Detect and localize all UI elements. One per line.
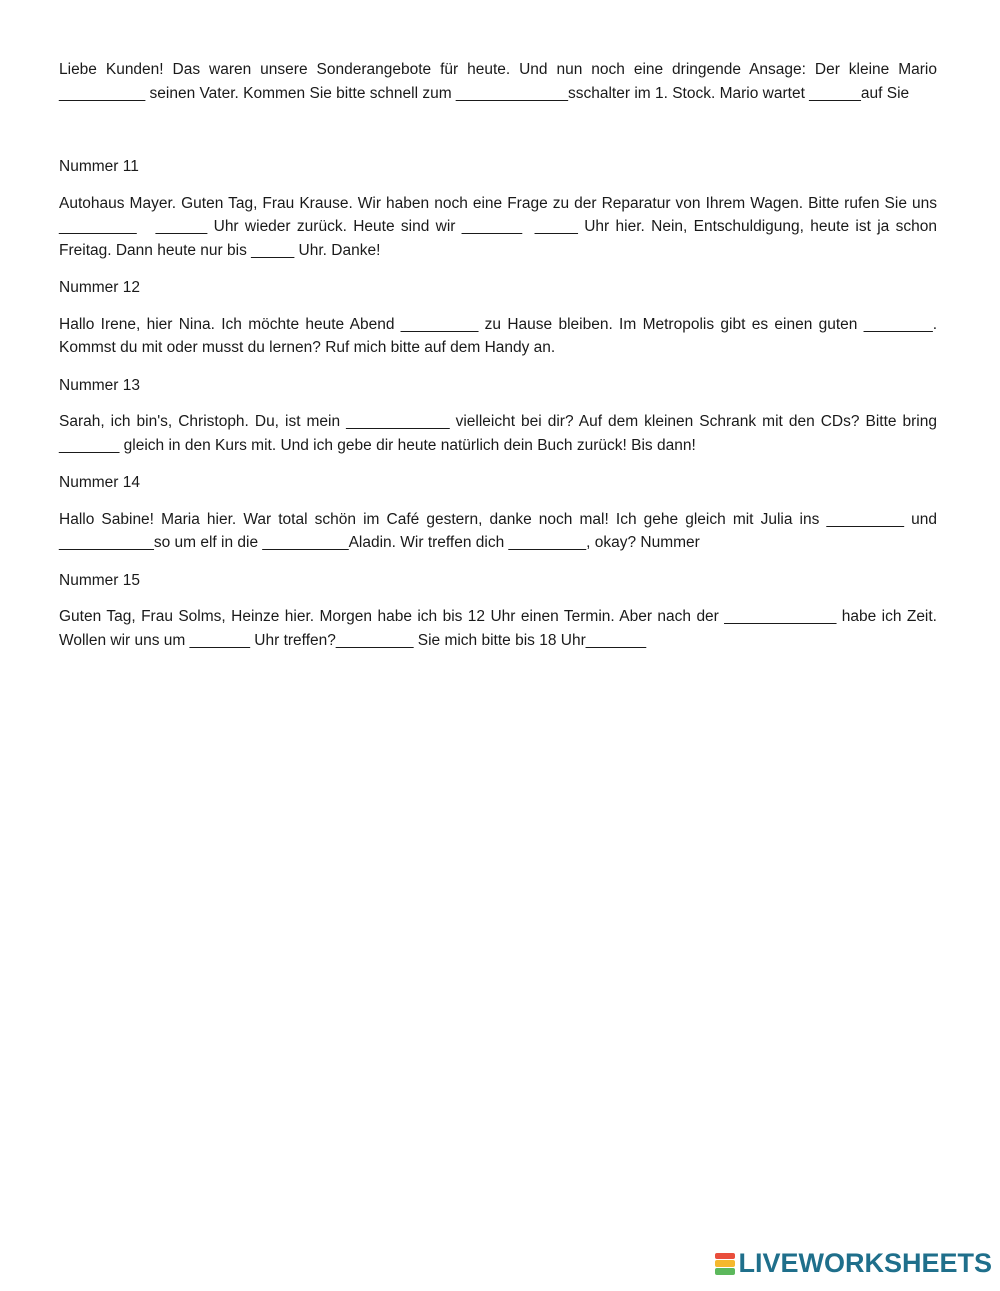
item-text: Autohaus Mayer. Guten Tag, Frau Krause. Wir haben noch eine Frage zu der Reparatur von Ihrem Wagen. Bitte rufen Sie uns _________ ______ Uhr wieder zurück. Heute sind wir _______ _____ Uhr hier. Nein, Entschuldigung, heute ist ja schon Freitag. Dann heute nur bis _____ Uhr. Danke! xyxy=(59,194,942,259)
item-12 xyxy=(59,276,942,360)
item-label: Nummer 11 xyxy=(59,158,139,175)
liveworksheets-logo-icon xyxy=(715,1253,735,1275)
item-label: Nummer 13 xyxy=(59,376,140,394)
item-14 xyxy=(59,471,942,555)
item-label: Nummer 14 xyxy=(59,474,140,491)
item-13 xyxy=(59,374,942,458)
item-text: Guten Tag, Frau Solms, Heinze hier. Morgen habe ich bis 12 Uhr einen Termin. Aber nach der _____________ habe ich Zeit. Wollen wir uns um _______ Uhr treffen?_________ Sie mich bitte bis 18 Uhr_______ xyxy=(59,608,942,649)
worksheet-page xyxy=(59,58,942,666)
item-text: Hallo Irene, hier Nina. Ich möchte heute Abend _________ zu Hause bleiben. Im Metropolis gibt es einen guten ________. Kommst du mit oder musst du lernen? Ruf mich bitte auf dem Handy an. xyxy=(59,315,942,356)
item-text: Hallo Sabine! Maria hier. War total schön im Café gestern, danke noch mal! Ich gehe gleich mit Julia ins _________ und ___________so um elf in die __________Aladin. Wir treffen dich _________, okay? Nummer xyxy=(59,510,942,551)
item-11 xyxy=(59,155,942,262)
logo-mark-stripe xyxy=(715,1260,735,1267)
item-label: Nummer 12 xyxy=(59,279,140,296)
logo-mark-stripe xyxy=(715,1253,735,1260)
item-label: Nummer 15 xyxy=(59,571,140,589)
logo-mark-stripe xyxy=(715,1268,735,1275)
item-text: Sarah, ich bin's, Christoph. Du, ist mein ____________ vielleicht bei dir? Auf dem kleinen Schrank mit den CDs? Bitte bring _______ gleich in den Kurs mit. Und ich gebe dir heute natürlich dein Buch zurück! Bis dann! xyxy=(59,413,942,454)
intro-paragraph: Liebe Kunden! Das waren unsere Sonderangebote für heute. Und nun noch eine dringende Ansage: Der kleine Mario __________ seinen Vater. Kommen Sie bitte schnell zum _____________sschalter im 1. Stock. Mario wartet ______auf Sie xyxy=(59,61,942,102)
logo-text: LIVEWORKSHEETS xyxy=(738,1248,992,1278)
item-15 xyxy=(59,569,942,653)
liveworksheets-logo[interactable] xyxy=(715,1250,992,1277)
